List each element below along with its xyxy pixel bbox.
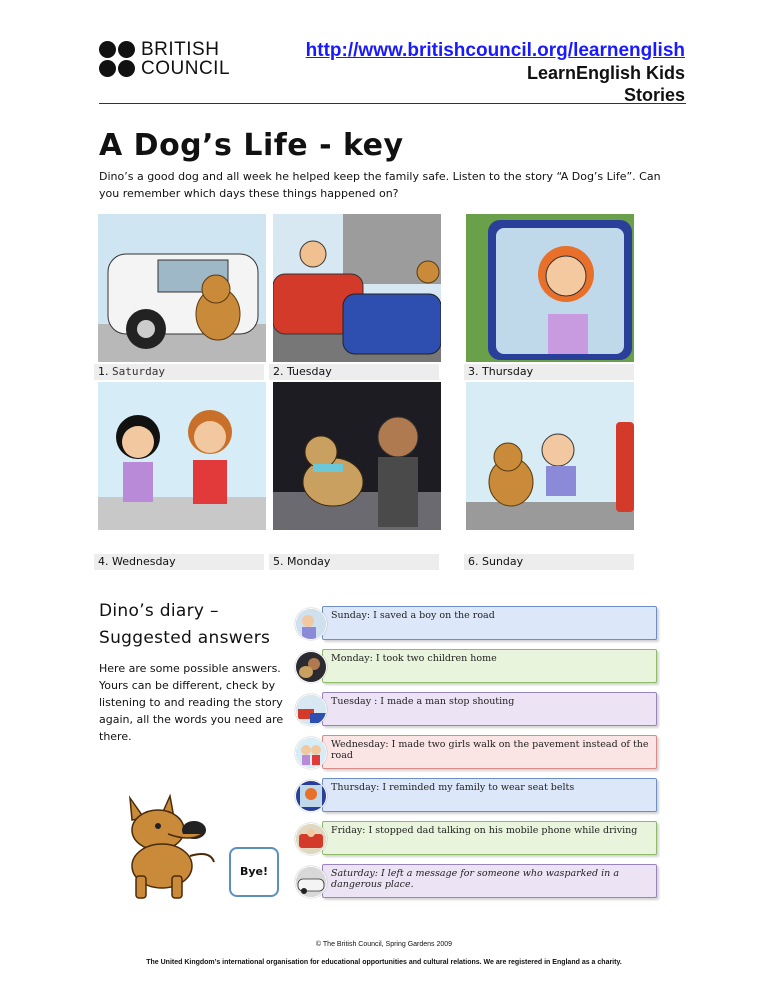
caption-5-number: 5.	[273, 555, 284, 568]
diary-entry-1-text: Sunday: I saved a boy on the road	[331, 610, 495, 621]
diary-entry-7	[295, 864, 657, 898]
page-title: A Dog’s Life - key	[99, 128, 404, 163]
diary-entry-3-thumbnail	[295, 694, 327, 726]
speech-bubble: Bye!	[229, 847, 279, 897]
diary-entry-4	[295, 735, 657, 769]
logo-line-1: BRITISH	[141, 39, 220, 60]
diary-entry-2-thumbnail	[295, 651, 327, 683]
site-url-link[interactable]: http://www.britishcouncil.org/learnenglish	[305, 40, 685, 61]
diary-entry-4-text: Wednesday: I made two girls walk on the pavement instead of the road	[331, 739, 649, 761]
diary-entry-2	[295, 649, 657, 683]
diary-entry-6-text: Friday: I stopped dad talking on his mobile phone while driving	[331, 825, 638, 836]
caption-3-number: 3.	[468, 365, 479, 378]
diary-entry-5-thumbnail	[295, 780, 327, 812]
caption-6-answer: Sunday	[482, 555, 524, 568]
diary-title	[99, 598, 270, 652]
picture-1-dog-by-car	[98, 214, 266, 362]
section-name: Stories	[623, 85, 685, 105]
caption-2	[269, 364, 439, 380]
british-council-logo	[99, 40, 230, 78]
site-name: LearnEnglish Kids	[526, 63, 685, 83]
diary-entry-7-thumbnail	[295, 866, 327, 898]
caption-5	[269, 554, 439, 570]
diary-entry-1-thumbnail	[295, 608, 327, 640]
picture-2-man-in-traffic	[273, 214, 441, 362]
picture-5-dog-and-boy-night	[273, 382, 441, 530]
diary-title-line-2: Suggested answers	[99, 628, 271, 648]
logo-line-2: COUNCIL	[141, 58, 231, 79]
diary-entry-5-text: Thursday: I reminded my family to wear seat belts	[331, 782, 575, 793]
caption-1	[94, 364, 264, 380]
diary-entry-4-thumbnail	[295, 737, 327, 769]
caption-3-answer: Thursday	[482, 365, 534, 378]
picture-4-two-girls	[98, 382, 266, 530]
caption-4-number: 4.	[98, 555, 109, 568]
caption-2-answer: Tuesday	[287, 365, 332, 378]
footer-copyright: © The British Council, Spring Gardens 2009	[315, 941, 453, 948]
caption-5-answer: Monday	[287, 555, 331, 568]
caption-3	[464, 364, 634, 380]
caption-1-number: 1.	[98, 365, 109, 378]
diary-entry-6	[295, 821, 657, 855]
caption-4-answer: Wednesday	[112, 555, 176, 568]
caption-1-answer: Saturday	[112, 365, 165, 378]
picture-6-dog-saves-boy	[466, 382, 634, 530]
diary-title-line-1: Dino’s diary –	[99, 601, 219, 621]
diary-entry-7-text: Saturday: I left a message for someone who wasparked in a dangerous place.	[331, 868, 619, 890]
picture-3-woman-driving	[466, 214, 634, 362]
footer-charity: The United Kingdom’s international organisation for educational opportunities and cultural relations. We are registered in England as a charity.	[146, 959, 622, 966]
caption-4	[94, 554, 264, 570]
diary-note: Here are some possible answers. Yours can be different, check by listening to and reading the story again, all the words you need are there.	[99, 662, 284, 743]
diary-entry-5	[295, 778, 657, 812]
caption-6-number: 6.	[468, 555, 479, 568]
diary-entry-3	[295, 692, 657, 726]
diary-entry-1	[295, 606, 657, 640]
caption-2-number: 2.	[273, 365, 284, 378]
header-links	[306, 40, 685, 106]
diary-entry-2-text: Monday: I took two children home	[331, 653, 497, 664]
caption-6	[464, 554, 634, 570]
dino-dog-illustration	[110, 790, 230, 902]
diary-entry-6-thumbnail	[295, 823, 327, 855]
intro-text: Dino’s a good dog and all week he helped keep the family safe. Listen to the story “A Dog’s Life”. Can you remember which days these things happened on?	[99, 170, 661, 200]
diary-entry-3-text: Tuesday : I made a man stop shouting	[331, 696, 515, 707]
logo-dots-icon	[99, 41, 135, 77]
header-divider	[99, 103, 686, 104]
